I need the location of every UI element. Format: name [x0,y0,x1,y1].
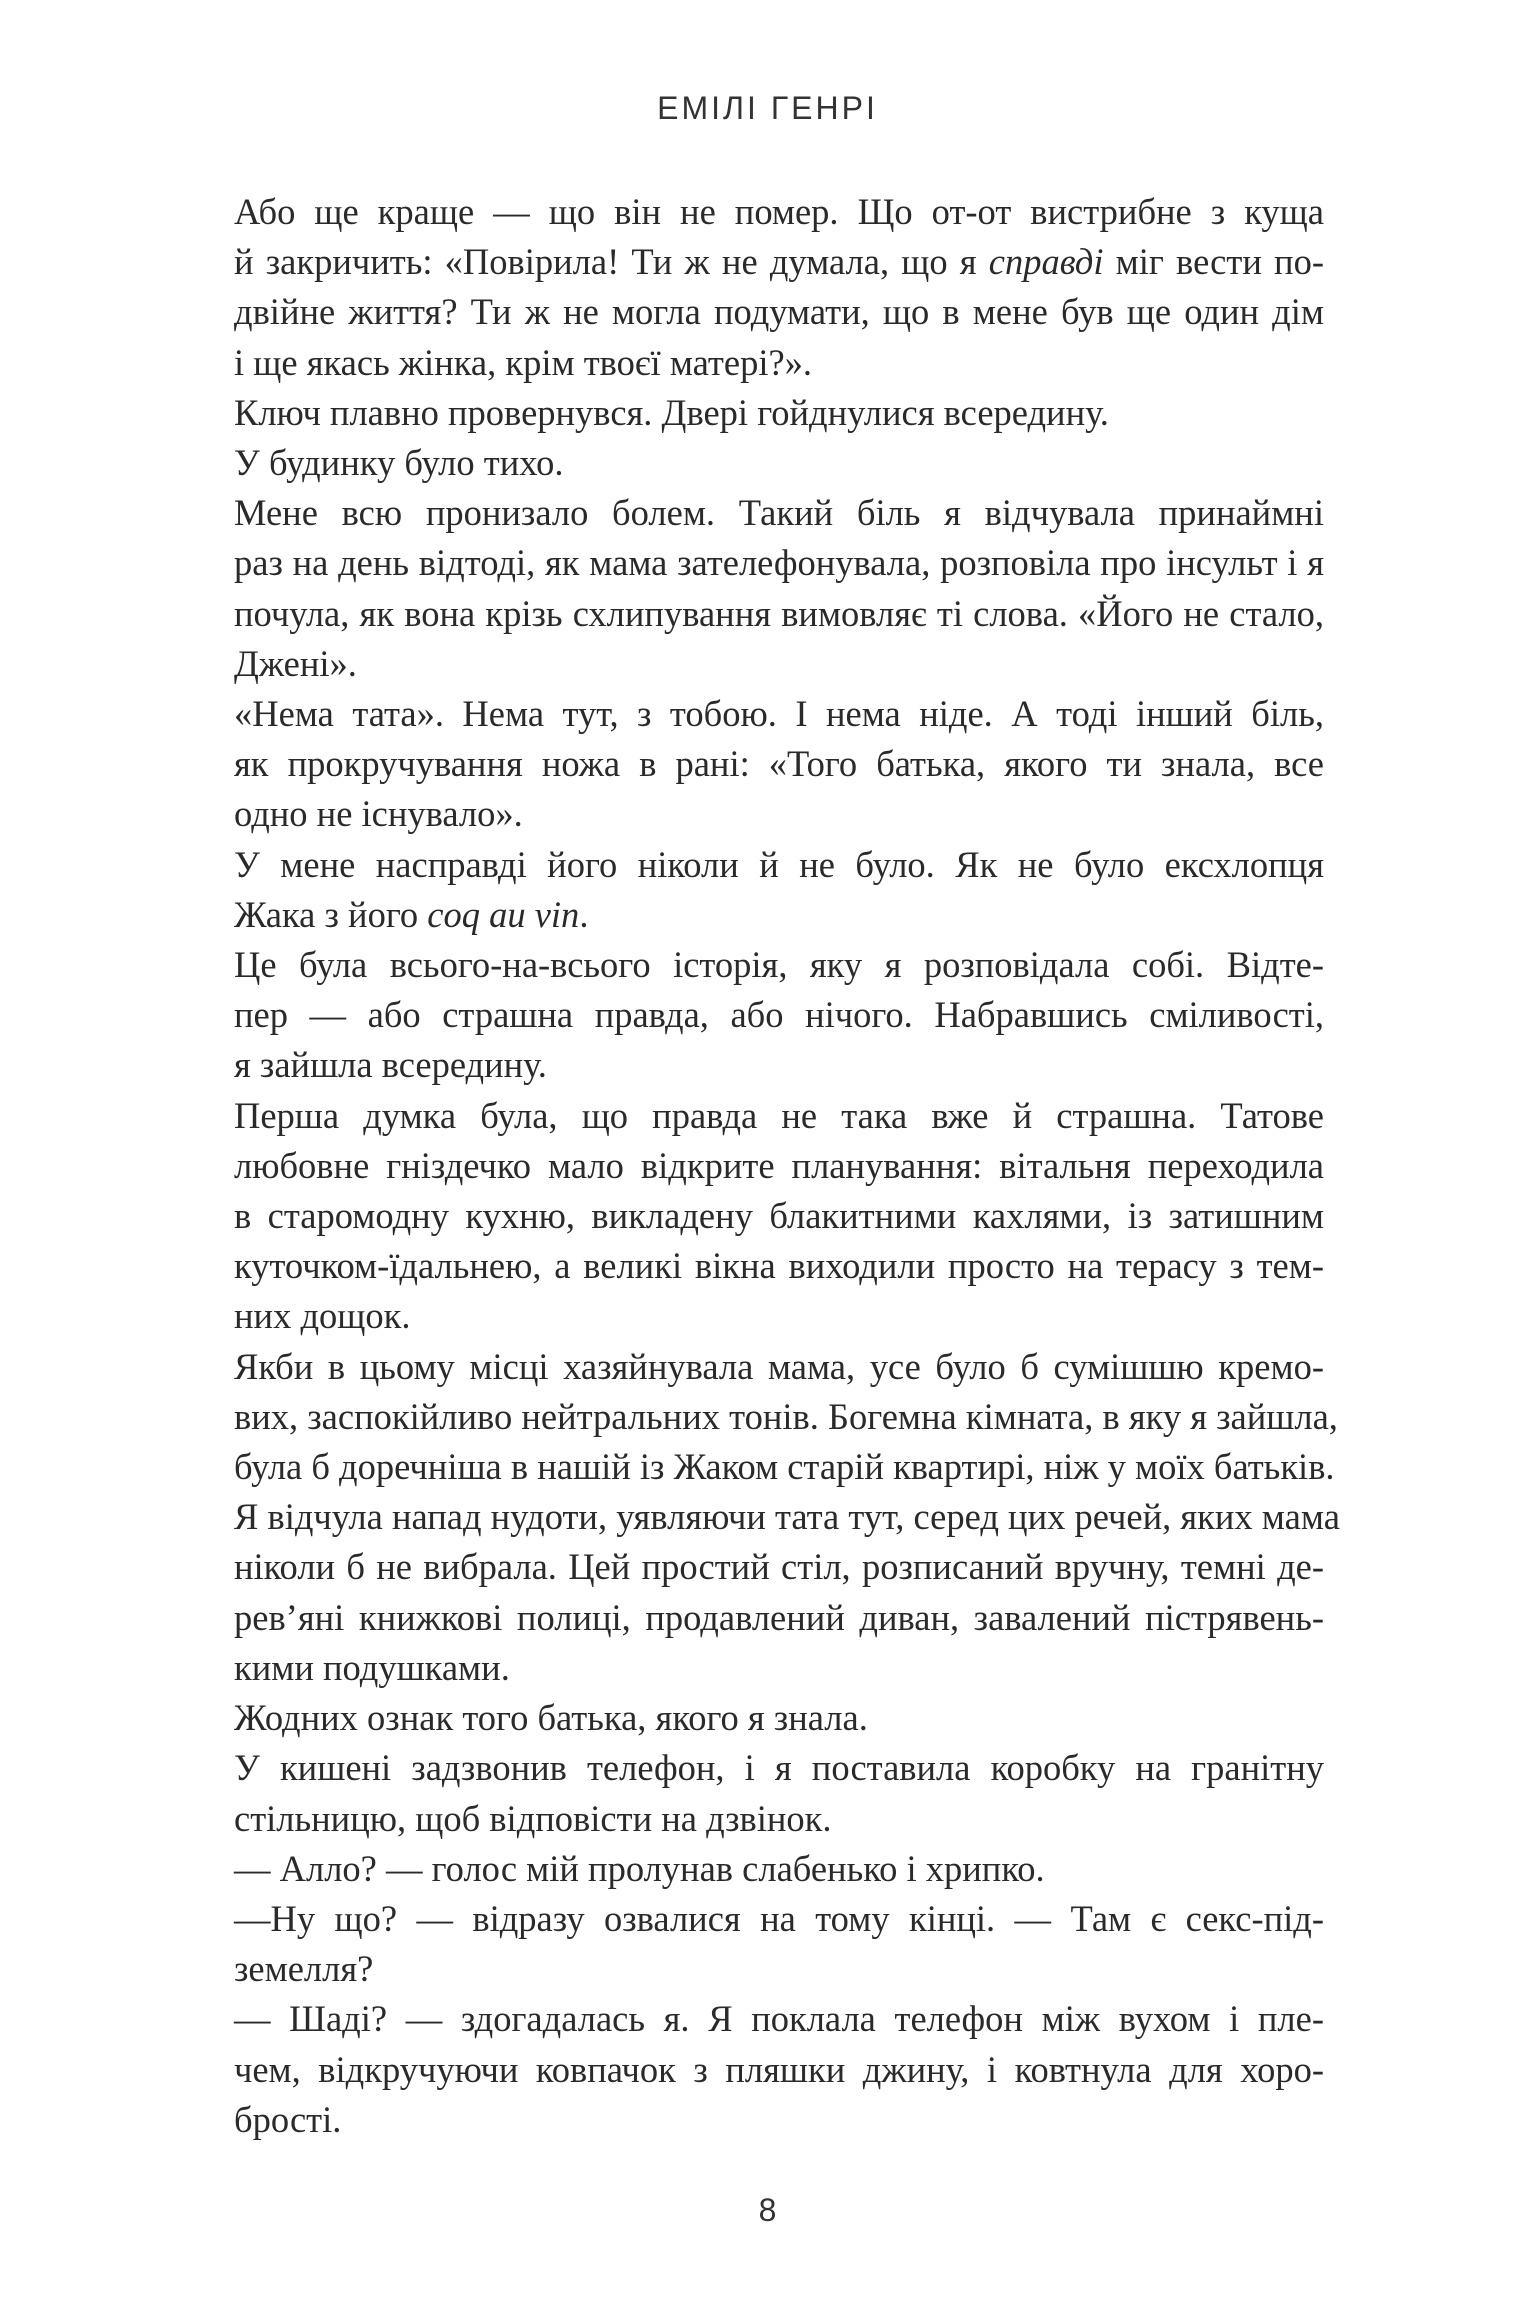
paragraph [234,438,1324,488]
paragraph [234,1342,1340,1693]
paragraph [234,1743,1324,1843]
text-line: — Шаді? — здогадалась я. Я поклала телефон між вухом і пле- [234,1998,1324,2040]
body-text [234,187,1340,2145]
text-line: Ключ плавно провернувся. Двері гойднулися всередину. [234,391,1109,433]
text-line: як прокручування ножа в рані: «Того батька, якого ти знала, все [234,743,1324,785]
paragraph [234,1894,1324,1994]
page-number: 8 [758,2192,777,2228]
text-line: У будинку було тихо. [234,442,564,484]
text-line: —Ну що? — відразу озвалися на тому кінці. — Там є секс-під- [234,1897,1324,1939]
text-line: Мене всю пронизало болем. Такий біль я відчувала принаймні [234,492,1324,534]
paragraph [234,1091,1324,1342]
text-line: Це була всього-на-всього історія, яку я розповідала собі. Відте- [234,944,1324,986]
paragraph [234,388,1324,438]
text-line: Перша думка була, що правда не така вже й страшна. Татове [234,1094,1324,1136]
text-line [234,890,1324,940]
paragraph [234,940,1324,1091]
paragraph [234,187,1324,388]
text-line: Або ще краще — що він не помер. Що от-от вистрибне з куща [234,191,1324,232]
text-line: земелля? [234,1948,374,1990]
text-line: ніколи б не вибрала. Цей простий стіл, розписаний вручну, темні де- [234,1546,1324,1588]
running-header: ЕМІЛІ ГЕНРІ [657,90,878,126]
text-line: почула, як вона крізь схлипування вимовляє ті слова. «Його не стало, [234,592,1324,634]
italic-fragment: coq au vin [427,893,580,935]
text-line: двійне життя? Ти ж не могла подумати, що в мене був ще один дім [234,291,1324,333]
text-line: брості. [234,2098,342,2140]
text-line: Якби в цьому місці хазяйнувала мама, усе було б сумішшю кремо- [234,1345,1324,1387]
text-line: пер — або страшна правда, або нічого. Набравшись сміливості, [234,994,1324,1036]
text-line: одно не існувало». [234,793,523,835]
text-line: була б доречніша в нашій із Жаком старій квартирі, ніж у моїх батьків. [234,1446,1335,1488]
text-line: куточком-їдальнею, а великі вікна виходили просто на терасу з тем- [234,1245,1324,1287]
text-line: Я відчула напад нудоти, уявляючи тата тут, серед цих речей, яких мама [234,1496,1340,1538]
text-fragment: міг вести по- [1103,241,1324,283]
text-line: них дощок. [234,1295,411,1337]
italic-fragment: справді [988,241,1104,283]
text-line: У мене насправді його ніколи й не було. Як не було ексхлопця [234,843,1324,885]
text-fragment: Жака з його [234,893,428,935]
text-line: — Алло? — голос мій пролунав слабенько і хрипко. [234,1847,1045,1889]
text-fragment: . [579,893,589,935]
text-line: чем, відкручуючи ковпачок з пляшки джину, і ковтнула для хоро- [234,2048,1324,2090]
text-line: «Нема тата». Нема тут, з тобою. І нема ніде. А тоді інший біль, [234,693,1324,735]
text-fragment: й закричить: «Повірила! Ти ж не думала, що я [234,241,989,283]
text-line: вих, заспокійливо нейтральних тонів. Богемна кімната, в яку я зайшла, [234,1395,1338,1437]
text-line: У кишені задзвонив телефон, і я поставила коробку на гранітну [234,1747,1324,1789]
text-line: Джені». [234,642,357,684]
text-line: і ще якась жінка, крім твоєї матері?». [234,341,813,383]
text-line: стільницю, щоб відповісти на дзвінок. [234,1797,832,1839]
paragraph [234,1994,1324,2145]
paragraph [234,1693,1324,1743]
paragraph [234,689,1324,840]
text-line [234,237,1324,287]
paragraph [234,840,1324,940]
text-line: любовне гніздечко мало відкрите планування: вітальня переходила [234,1144,1324,1186]
paragraph [234,488,1324,689]
text-line: в старомодну кухню, викладену блакитними кахлями, із затишним [234,1195,1324,1237]
text-line: я зайшла всередину. [234,1044,547,1086]
paragraph [234,1844,1324,1894]
text-line: рев’яні книжкові полиці, продавлений диван, завалений пістрявень- [234,1596,1324,1638]
text-line: Жодних ознак того батька, якого я знала. [234,1697,868,1739]
text-line: кими подушками. [234,1646,510,1688]
text-line: раз на день відтоді, як мама зателефонувала, розповіла про інсульт і я [234,542,1324,584]
